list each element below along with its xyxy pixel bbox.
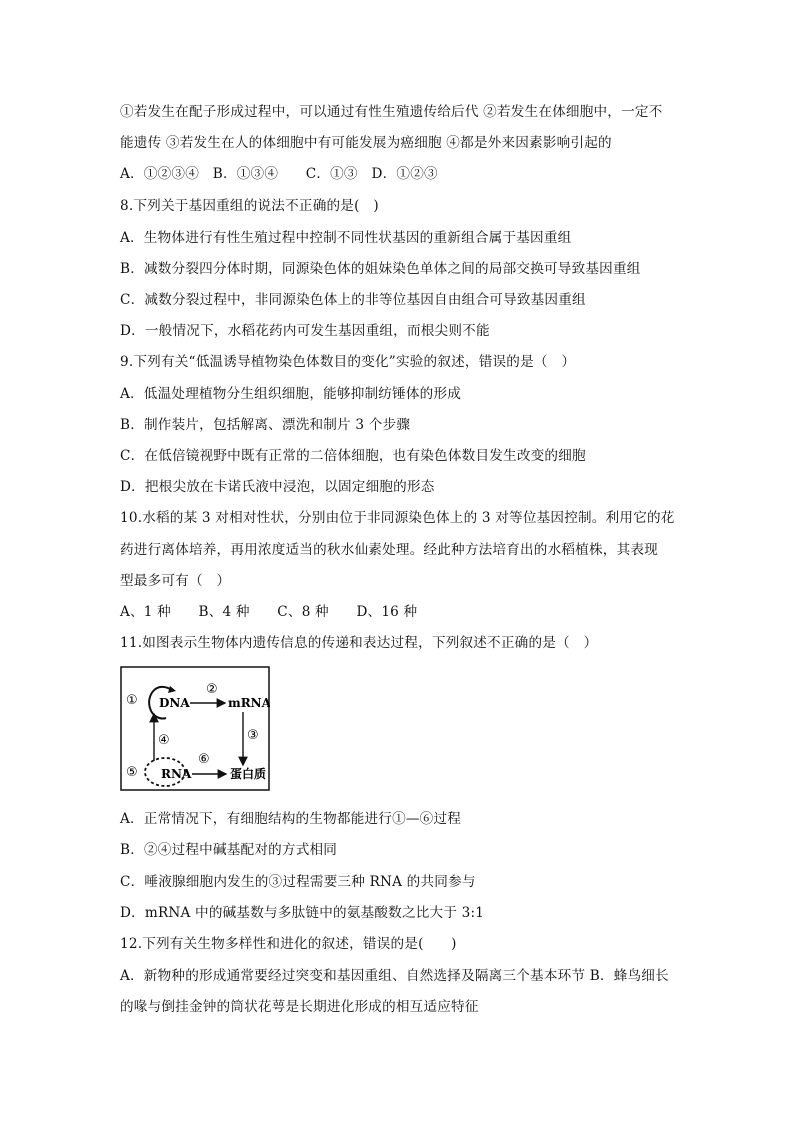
option-line: A．生物体进行有性生殖过程中控制不同性状基因的重新组合属于基因重组 [120,230,572,246]
node-dna: DNA [159,696,190,710]
node-mrna: mRNA [228,696,270,710]
label-4: ④ [158,733,170,748]
text-line: 能遗传 ③若发生在人的体细胞中有可能发展为癌细胞 ④都是外来因素影响引起的 [120,135,612,151]
option-line: B．制作装片，包括解离、漂洗和制片 3 个步骤 [120,417,411,433]
diagram-svg [120,666,270,791]
question-10-stem: 10.水稻的某 3 对相对性状，分别由位于非同源染色体上的 3 对等位基因控制。利用它的花 [120,510,675,526]
text-line: 药进行离体培养，再用浓度适当的秋水仙素处理。经此种方法培育出的水稻植株，其表现 [120,542,658,558]
option-line: A．正常情况下，有细胞结构的生物都能进行①—⑥过程 [120,811,462,827]
label-1: ① [126,693,138,708]
text-line: ①若发生在配子形成过程中，可以通过有性生殖遗传给后代 ②若发生在体细胞中，一定不 [120,104,663,120]
option-line: B．②④过程中碱基配对的方式相同 [120,842,338,858]
option-line: A．新物种的形成通常要经过突变和基因重组、自然选择及隔离三个基本环节 B．蜂鸟细长 [120,968,669,984]
label-2: ② [206,682,218,697]
question-9-stem: 9.下列有关“低温诱导植物染色体数目的变化”实验的叙述，错误的是（ ） [120,354,576,370]
option-line: D．把根尖放在卡诺氏液中浸泡，以固定细胞的形态 [120,479,435,495]
question-8-stem: 8.下列关于基因重组的说法不正确的是( ) [120,198,379,214]
option-line: D．一般情况下，水稻花药内可发生基因重组，而根尖则不能 [120,323,490,339]
node-rna: RNA [161,767,192,781]
option-line: D．mRNA 中的碱基数与多肽链中的氨基酸数之比大于 3:1 [120,905,485,921]
genetic-information-flow-diagram [120,666,270,791]
option-line: 的喙与倒挂金钟的筒状花萼是长期进化形成的相互适应特征 [120,999,479,1015]
label-6: ⑥ [198,752,210,767]
option-line: A．低温处理植物分生组织细胞，能够抑制纺锤体的形成 [120,386,462,402]
text-line: 型最多可有（ ） [120,573,231,589]
option-line: C．减数分裂过程中，非同源染色体上的非等位基因自由组合可导致基因重组 [120,292,586,308]
label-3: ③ [247,728,259,743]
option-line: B．减数分裂四分体时期，同源染色体的姐妹染色单体之间的局部交换可导致基因重组 [120,261,641,277]
label-5: ⑤ [126,765,138,780]
text-line: A．①②③④ B．①③④ C．①③ D．①②③ [120,166,438,182]
option-line: C．唾液腺细胞内发生的③过程需要三种 RNA 的共同参与 [120,874,476,890]
option-line: A、1 种 B、4 种 C、8 种 D、16 种 [120,604,418,620]
question-12-stem: 12.下列有关生物多样性和进化的叙述，错误的是( ) [120,936,457,952]
node-protein: 蛋白质 [230,767,267,781]
option-line: C．在低倍镜视野中既有正常的二倍体细胞，也有染色体数目发生改变的细胞 [120,448,586,464]
question-11-stem: 11.如图表示生物体内遗传信息的传递和表达过程，下列叙述不正确的是（ ） [120,635,598,651]
